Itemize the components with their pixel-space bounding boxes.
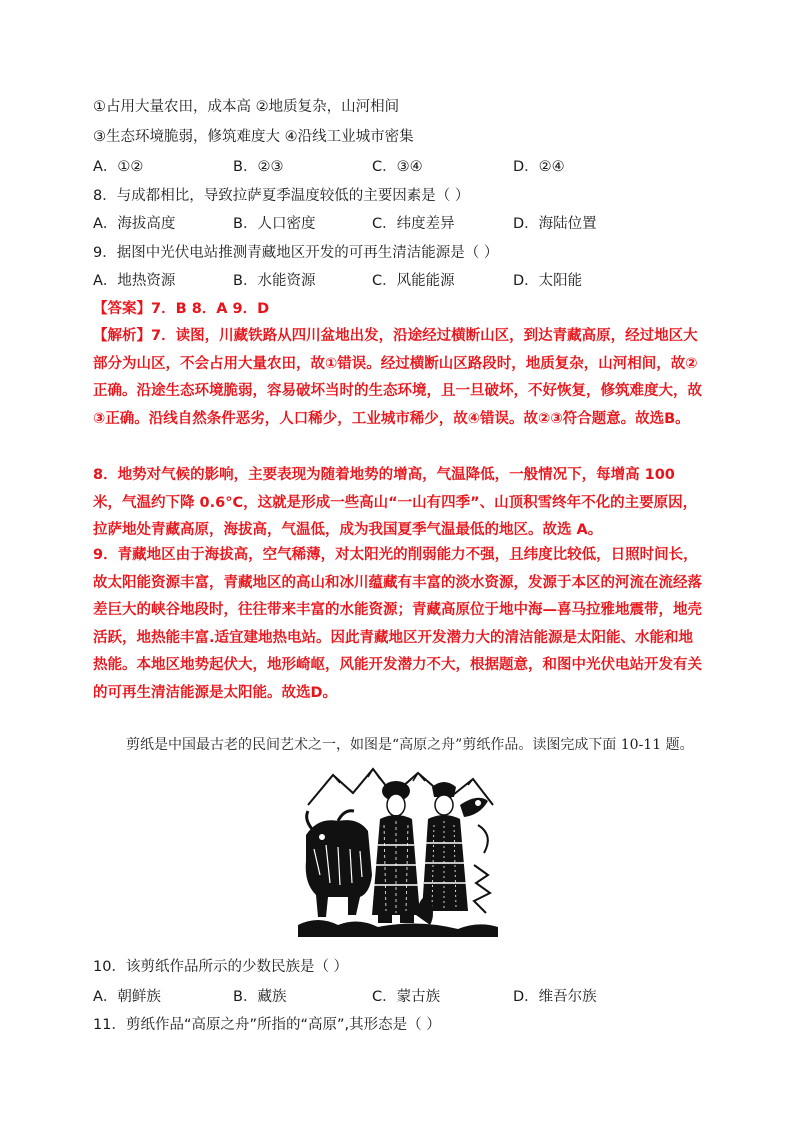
q7-statements-1: ①占用大量农田，成本高 ②地质复杂，山河相间	[93, 99, 400, 115]
paper-cut-intro: 剪纸是中国最古老的民间艺术之一，如图是“高原之舟”剪纸作品。读图完成下面 10-11 题。	[126, 737, 694, 753]
q10-stem: 10．该剪纸作品所示的少数民族是（ ）	[93, 959, 349, 975]
analysis-q7: 【解析】7．读图，川藏铁路从四川盆地出发，沿途经过横断山区，到达青藏高原，经过地区大部分为山区，不会占用大量农田，故①错误。经过横断山区路段时，地质复杂，山河相间，故②正确。沿途生态环境脆弱，容易破坏当时的生态环境，且一旦破坏，不好恢复，修筑难度大，故③正确。沿线自然条件恶劣，人口稀少，工业城市稀少，故④错误。故②③符合题意。故选B。	[93, 328, 702, 427]
q8-option-b: B．人口密度	[233, 216, 316, 232]
q10-option-b: B．藏族	[233, 989, 287, 1005]
q8-stem: 8．与成都相比，导致拉萨夏季温度较低的主要因素是（ ）	[93, 188, 470, 204]
q7-option-d: D．②④	[513, 159, 565, 175]
paper-cut-illustration	[298, 765, 498, 937]
q9-stem: 9．据图中光伏电站推测青藏地区开发的可再生清洁能源是（ ）	[93, 245, 499, 261]
q10-option-c: C．蒙古族	[372, 989, 441, 1005]
q10-option-a: A．朝鲜族	[93, 989, 161, 1005]
q8-option-c: C．纬度差异	[372, 216, 455, 232]
answer-line: 【答案】7．B 8．A 9．D	[93, 301, 270, 317]
q7-statements-2: ③生态环境脆弱，修筑难度大 ④沿线工业城市密集	[93, 129, 414, 145]
q10-option-d: D．维吾尔族	[513, 989, 597, 1005]
q7-options	[93, 158, 713, 176]
q9-option-b: B．水能资源	[233, 273, 316, 289]
q11-stem: 11．剪纸作品“高原之舟”所指的“高原”,其形态是（ ）	[93, 1017, 441, 1033]
q10-options	[93, 988, 713, 1006]
q7-option-c: C．③④	[372, 159, 423, 175]
analysis-q9: 9．青藏地区由于海拔高，空气稀薄，对太阳光的削弱能力不强，且纬度比较低，日照时间长，故太阳能资源丰富，青藏地区的高山和冰川蕴藏有丰富的淡水资源，发源于本区的河流在流经落差巨大的峡谷地段时，往往带来丰富的水能资源；青藏高原位于地中海—喜马拉雅地震带，地壳活跃，地热能丰富.适宜建地热电站。因此青藏地区开发潜力大的清洁能源是太阳能、水能和地热能。本地区地势起伏大，地形崎岖，风能开发潜力不大，根据题意，和图中光伏电站开发有关的可再生清洁能源是太阳能。故选D。	[93, 547, 702, 701]
q9-options	[93, 272, 713, 290]
q8-options	[93, 215, 713, 233]
q9-option-d: D．太阳能	[513, 273, 583, 289]
q9-option-a: A．地热资源	[93, 273, 176, 289]
analysis-q8: 8．地势对气候的影响，主要表现为随着地势的增高，气温降低，一般情况下，每增高 100 米，气温约下降 0.6°C，这就是形成一些高山“一山有四季”、山顶积雪终年不化的主要原因，拉萨地处青藏高原，海拔高，气温低，成为我国夏季气温最低的地区。故选 A。	[93, 467, 698, 538]
q8-option-a: A．海拔高度	[93, 216, 176, 232]
q8-option-d: D．海陆位置	[513, 216, 597, 232]
q7-option-a: A．①②	[93, 159, 144, 175]
q7-option-b: B．②③	[233, 159, 284, 175]
q9-option-c: C．风能能源	[372, 273, 455, 289]
